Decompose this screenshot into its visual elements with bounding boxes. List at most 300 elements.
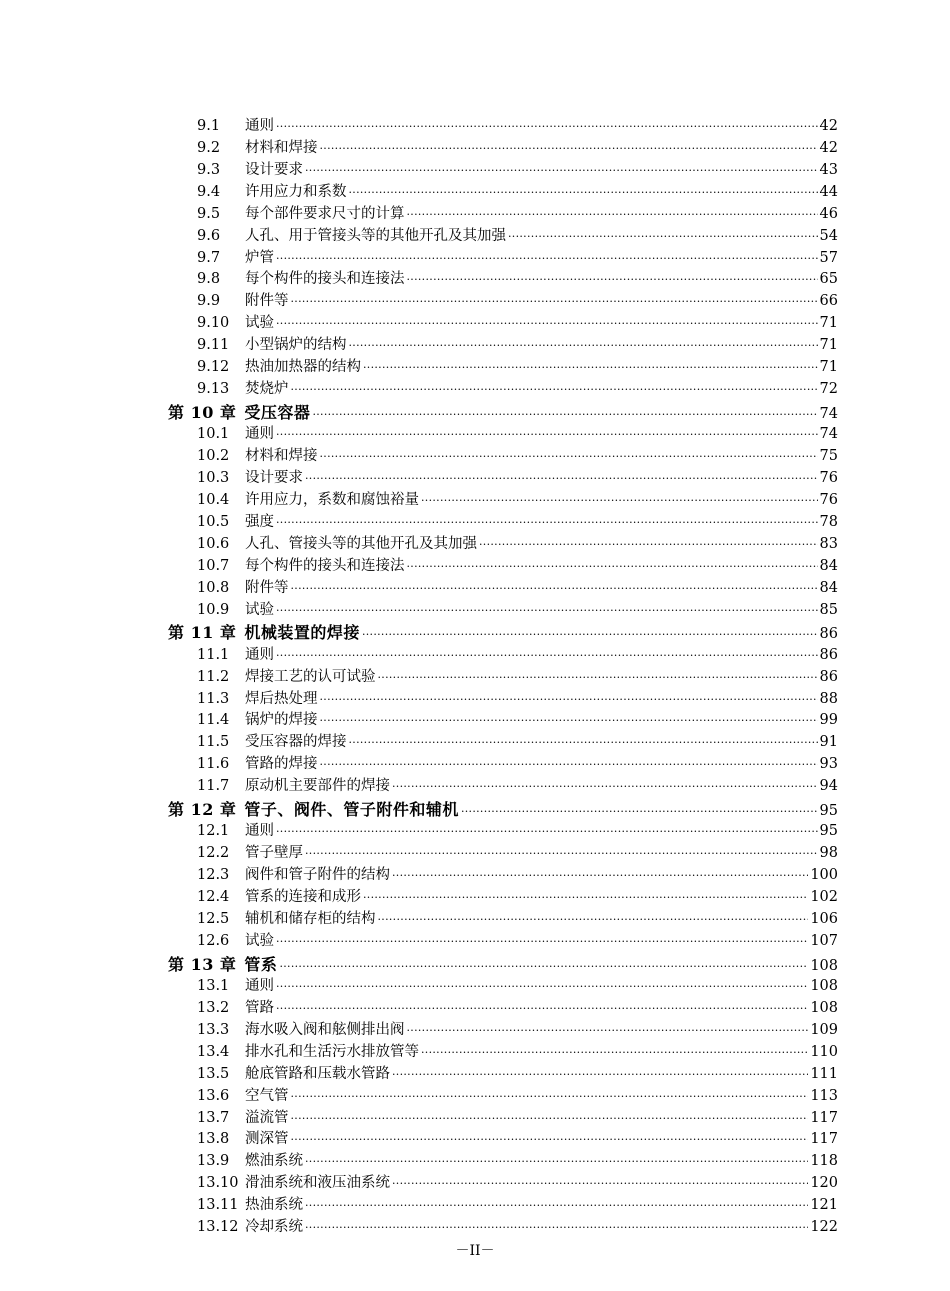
toc-entry-line — [245, 182, 838, 204]
toc-entry-line — [245, 1064, 838, 1086]
toc-entry-title: 冷却系统 — [245, 1219, 303, 1236]
toc-entry-line — [245, 116, 838, 138]
toc-section-number: 12.5 — [197, 910, 230, 927]
toc-dot-leader — [276, 821, 818, 843]
toc-entry-line — [168, 953, 838, 978]
toc-section-number: 9.6 — [197, 227, 221, 244]
toc-page-number: 86 — [819, 668, 838, 685]
toc-section-number: 13.12 — [197, 1219, 239, 1236]
toc-chapter-title: 机械装置的焊接 — [244, 623, 360, 643]
toc-section-number: 11.6 — [197, 756, 230, 773]
toc-section-entry[interactable] — [0, 534, 950, 556]
toc-chapter-entry[interactable] — [0, 401, 950, 424]
toc-section-entry[interactable] — [0, 710, 950, 732]
toc-entry-line — [245, 689, 838, 711]
toc-section-number: 10.6 — [197, 535, 230, 552]
toc-entry-title: 每个部件要求尺寸的计算 — [245, 205, 405, 222]
toc-section-entry[interactable] — [0, 204, 950, 226]
toc-dot-leader — [508, 226, 818, 248]
toc-entry-title: 通则 — [245, 823, 274, 840]
toc-entry-title: 试验 — [245, 601, 274, 618]
toc-dot-leader — [291, 1086, 809, 1108]
toc-page-number: 117 — [810, 1131, 838, 1148]
toc-entry-line — [245, 379, 838, 401]
toc-entry-title: 每个构件的接头和连接法 — [245, 557, 405, 574]
toc-section-number: 10.8 — [197, 579, 230, 596]
toc-dot-leader — [305, 468, 818, 490]
toc-section-entry[interactable] — [0, 313, 950, 335]
toc-dot-leader — [276, 998, 808, 1020]
toc-dot-leader — [392, 1173, 808, 1195]
toc-dot-leader — [363, 357, 818, 379]
toc-section-number: 10.7 — [197, 557, 230, 574]
toc-entry-title: 焚烧炉 — [245, 381, 289, 398]
toc-section-entry[interactable] — [0, 556, 950, 578]
toc-entry-title: 管路 — [245, 999, 274, 1016]
toc-entry-line — [245, 887, 838, 909]
toc-entry-title: 焊接工艺的认可试验 — [245, 668, 376, 685]
toc-dot-leader — [291, 578, 818, 600]
toc-dot-leader — [276, 600, 818, 622]
toc-page-number: 95 — [819, 803, 838, 820]
toc-section-entry[interactable] — [0, 667, 950, 689]
toc-section-number: 13.9 — [197, 1153, 230, 1170]
toc-page-number: 102 — [810, 889, 838, 906]
toc-entry-title: 通则 — [245, 978, 274, 995]
toc-page-number: 108 — [810, 957, 838, 974]
toc-section-entry[interactable] — [0, 776, 950, 798]
toc-section-number: 12.3 — [197, 867, 230, 884]
toc-page-number: 93 — [819, 756, 838, 773]
toc-entry-line — [245, 357, 838, 379]
toc-entry-title — [168, 621, 360, 644]
toc-entry-line — [245, 732, 838, 754]
toc-dot-leader — [312, 403, 817, 426]
toc-entry-title: 材料和焊接 — [245, 448, 318, 465]
toc-section-entry[interactable] — [0, 182, 950, 204]
toc-entry-title: 通则 — [245, 426, 274, 443]
toc-page-number: 75 — [819, 448, 838, 465]
toc-page-number: 74 — [819, 405, 838, 422]
toc-section-number: 9.1 — [197, 118, 221, 134]
toc-entry-line — [245, 710, 838, 732]
toc-page-number: 110 — [810, 1043, 838, 1060]
toc-dot-leader — [291, 291, 818, 313]
toc-entry-line — [245, 998, 838, 1020]
toc-section-number: 10.9 — [197, 601, 230, 618]
toc-dot-leader — [349, 182, 818, 204]
toc-chapter-label: 第 13 章 — [168, 954, 237, 974]
toc-section-entry[interactable] — [0, 468, 950, 490]
toc-entry-title: 燃油系统 — [245, 1153, 303, 1170]
toc-entry-title: 受压容器的焊接 — [245, 734, 347, 751]
toc-chapter-label: 第 12 章 — [168, 800, 237, 820]
toc-dot-leader — [349, 732, 818, 754]
toc-entry-line — [245, 335, 838, 357]
toc-section-entry[interactable] — [0, 116, 950, 138]
toc-section-number: 9.11 — [197, 337, 230, 354]
toc-entry-line — [245, 248, 838, 270]
toc-section-number: 13.5 — [197, 1065, 230, 1082]
toc-page-number: 98 — [819, 845, 838, 862]
toc-page-number: 94 — [819, 778, 838, 795]
toc-section-entry[interactable] — [0, 843, 950, 865]
toc-section-entry[interactable] — [0, 424, 950, 446]
toc-page-number: 118 — [810, 1153, 838, 1170]
toc-section-entry[interactable] — [0, 1173, 950, 1195]
toc-entry-line — [245, 645, 838, 667]
toc-section-number: 13.1 — [197, 978, 230, 995]
toc-entry-line — [245, 931, 838, 953]
toc-dot-leader — [291, 379, 818, 401]
toc-page-number: 54 — [819, 227, 838, 244]
toc-section-entry[interactable] — [0, 865, 950, 887]
toc-entry-title: 空气管 — [245, 1087, 289, 1104]
toc-entry-line — [245, 865, 838, 887]
toc-section-number: 13.11 — [197, 1197, 239, 1214]
toc-section-entry[interactable] — [0, 1020, 950, 1042]
toc-section-number: 11.3 — [197, 690, 230, 707]
toc-section-number: 13.10 — [197, 1175, 239, 1192]
toc-page-number: 91 — [819, 734, 838, 751]
toc-section-entry[interactable] — [0, 512, 950, 534]
toc-section-number: 12.6 — [197, 932, 230, 949]
toc-dot-leader — [421, 1042, 808, 1064]
toc-entry-line — [245, 269, 838, 291]
toc-section-entry[interactable] — [0, 998, 950, 1020]
toc-entry-line — [245, 578, 838, 600]
toc-entry-title: 辅机和储存柜的结构 — [245, 910, 376, 927]
toc-entry-line — [245, 313, 838, 335]
toc-page-number: 85 — [819, 601, 838, 618]
toc-dot-leader — [276, 931, 808, 953]
toc-entry-title: 锅炉的焊接 — [245, 712, 318, 729]
toc-entry-title: 试验 — [245, 315, 274, 332]
toc-entry-title: 热油加热器的结构 — [245, 359, 361, 376]
toc-page-number: 78 — [819, 513, 838, 530]
toc-entry-line — [245, 490, 838, 512]
toc-section-entry[interactable] — [0, 248, 950, 270]
toc-dot-leader — [349, 335, 818, 357]
toc-entry-line — [168, 401, 838, 426]
toc-section-number: 10.2 — [197, 448, 230, 465]
toc-dot-leader — [362, 623, 818, 646]
toc-entry-title: 海水吸入阀和舷侧排出阀 — [245, 1021, 405, 1038]
toc-page-number: 74 — [819, 426, 838, 443]
toc-section-number: 9.7 — [197, 249, 221, 266]
toc-section-entry[interactable] — [0, 689, 950, 711]
toc-page-number: 117 — [810, 1109, 838, 1126]
toc-section-entry[interactable] — [0, 1086, 950, 1108]
toc-entry-line — [245, 1129, 838, 1151]
toc-entry-line — [245, 821, 838, 843]
toc-dot-leader — [378, 909, 809, 931]
toc-section-number: 13.7 — [197, 1109, 230, 1126]
toc-page-number: 44 — [819, 183, 838, 200]
toc-section-number: 12.1 — [197, 823, 230, 840]
toc-section-number: 9.12 — [197, 359, 230, 376]
toc-page-number: 120 — [810, 1175, 838, 1192]
toc-entry-title — [168, 798, 459, 821]
toc-entry-title: 人孔、管接头等的其他开孔及其加强 — [245, 535, 477, 552]
toc-dot-leader — [276, 248, 818, 270]
toc-entry-title: 通则 — [245, 118, 274, 134]
toc-dot-leader — [305, 1151, 808, 1173]
toc-entry-line — [245, 226, 838, 248]
toc-page-number: 57 — [819, 249, 838, 266]
toc-page-number: 86 — [819, 646, 838, 663]
toc-entry-title: 设计要求 — [245, 161, 303, 178]
toc-page-number: 84 — [819, 557, 838, 574]
toc-dot-leader — [320, 754, 818, 776]
toc-entry-title: 管路的焊接 — [245, 756, 318, 773]
toc-entry-title: 炉管 — [245, 249, 274, 266]
toc-entry-line — [245, 534, 838, 556]
toc-section-number: 11.7 — [197, 778, 230, 795]
toc-entry-title: 设计要求 — [245, 470, 303, 487]
toc-entry-title: 管系的连接和成形 — [245, 889, 361, 906]
toc-page-number: 84 — [819, 579, 838, 596]
toc-entry-line — [245, 446, 838, 468]
toc-page-number: 100 — [810, 867, 838, 884]
toc-entry-line — [245, 1108, 838, 1130]
toc-entry-line — [245, 1086, 838, 1108]
toc-section-number: 9.2 — [197, 139, 221, 156]
toc-section-entry[interactable] — [0, 931, 950, 953]
toc-dot-leader — [378, 667, 818, 689]
toc-section-number: 9.8 — [197, 271, 221, 288]
toc-entry-title: 强度 — [245, 513, 274, 530]
toc-section-entry[interactable] — [0, 976, 950, 998]
toc-page-number: 71 — [819, 337, 838, 354]
toc-entry-line — [168, 621, 838, 646]
toc-section-number: 13.6 — [197, 1087, 230, 1104]
toc-entry-title: 每个构件的接头和连接法 — [245, 271, 405, 288]
toc-section-entry[interactable] — [0, 335, 950, 357]
toc-page-number: 42 — [819, 139, 838, 156]
toc-section-number: 11.1 — [197, 646, 230, 663]
toc-section-entry[interactable] — [0, 160, 950, 182]
toc-section-entry[interactable] — [0, 1042, 950, 1064]
toc-entry-line — [245, 776, 838, 798]
toc-dot-leader — [320, 138, 818, 160]
toc-chapter-entry[interactable] — [0, 798, 950, 821]
toc-section-number: 10.5 — [197, 513, 230, 530]
toc-entry-line — [245, 512, 838, 534]
toc-dot-leader — [407, 556, 818, 578]
toc-section-number: 11.4 — [197, 712, 230, 729]
toc-page-number: 99 — [819, 712, 838, 729]
toc-entry-title: 管子壁厚 — [245, 845, 303, 862]
toc-page-number: 109 — [810, 1021, 838, 1038]
toc-entry-title: 焊后热处理 — [245, 690, 318, 707]
toc-page-number: 46 — [819, 205, 838, 222]
toc-entry-line — [245, 1151, 838, 1173]
toc-section-number: 13.2 — [197, 999, 230, 1016]
toc-entry-title — [168, 401, 310, 424]
toc-dot-leader — [276, 313, 818, 335]
toc-entry-line — [245, 138, 838, 160]
toc-entry-title: 附件等 — [245, 579, 289, 596]
toc-section-number: 11.2 — [197, 668, 230, 685]
toc-dot-leader — [276, 424, 818, 446]
toc-dot-leader — [392, 1064, 808, 1086]
toc-entry-title: 许用应力和系数 — [245, 183, 347, 200]
toc-entry-title: 小型锅炉的结构 — [245, 337, 347, 354]
toc-section-entry[interactable] — [0, 909, 950, 931]
toc-section-entry[interactable] — [0, 446, 950, 468]
toc-dot-leader — [291, 1129, 809, 1151]
toc-chapter-entry[interactable] — [0, 953, 950, 976]
toc-page-number: 113 — [810, 1087, 838, 1104]
toc-entry-line — [245, 1173, 838, 1195]
toc-dot-leader — [320, 689, 818, 711]
toc-entry-line — [245, 468, 838, 490]
toc-page-number: 66 — [819, 293, 838, 310]
toc-entry-title: 原动机主要部件的焊接 — [245, 778, 390, 795]
toc-dot-leader — [392, 865, 808, 887]
toc-section-number: 9.13 — [197, 381, 230, 398]
toc-entry-title: 试验 — [245, 932, 274, 949]
toc-entry-line — [245, 556, 838, 578]
toc-section-entry[interactable] — [0, 578, 950, 600]
toc-entry-line — [245, 976, 838, 998]
toc-entry-line — [245, 600, 838, 622]
toc-page-number: 121 — [810, 1197, 838, 1214]
toc-section-entry[interactable] — [0, 1195, 950, 1217]
toc-page-number: 71 — [819, 315, 838, 332]
toc-section-entry[interactable] — [0, 291, 950, 313]
toc-entry-line — [245, 1042, 838, 1064]
toc-dot-leader — [320, 446, 818, 468]
toc-section-entry[interactable] — [0, 1108, 950, 1130]
toc-page-number: 108 — [810, 999, 838, 1016]
toc-section-number: 9.3 — [197, 161, 221, 178]
toc-section-entry[interactable] — [0, 887, 950, 909]
toc-chapter-entry[interactable] — [0, 621, 950, 644]
toc-page-number: 86 — [819, 626, 838, 643]
toc-entry-line — [245, 160, 838, 182]
toc-section-entry[interactable] — [0, 600, 950, 622]
toc-chapter-title: 管系 — [244, 954, 278, 974]
toc-section-entry[interactable] — [0, 1151, 950, 1173]
toc-dot-leader — [407, 1020, 809, 1042]
toc-section-number: 10.3 — [197, 470, 230, 487]
toc-dot-leader — [407, 269, 818, 291]
toc-entry-title: 人孔、用于管接头等的其他开孔及其加强 — [245, 227, 506, 244]
toc-dot-leader — [305, 843, 818, 865]
toc-dot-leader — [407, 204, 818, 226]
toc-section-entry[interactable] — [0, 490, 950, 512]
toc-page-number: 71 — [819, 359, 838, 376]
toc-section-entry[interactable] — [0, 226, 950, 248]
toc-entry-line — [245, 204, 838, 226]
toc-dot-leader — [461, 800, 818, 823]
page-number-footer: －II－ — [455, 1243, 495, 1259]
toc-page-number: 76 — [819, 491, 838, 508]
toc-section-entry[interactable] — [0, 732, 950, 754]
toc-section-entry[interactable] — [0, 138, 950, 160]
toc-entry-line — [245, 754, 838, 776]
toc-dot-leader — [305, 1195, 808, 1217]
toc-page-number: 83 — [819, 535, 838, 552]
toc-section-number: 11.5 — [197, 734, 230, 751]
toc-entry-line — [245, 1217, 838, 1239]
toc-entry-title: 热油系统 — [245, 1197, 303, 1214]
toc-section-entry[interactable] — [0, 269, 950, 291]
toc-section-entry[interactable] — [0, 1217, 950, 1239]
toc-chapter-label: 第 11 章 — [168, 623, 237, 643]
toc-entry-title: 舱底管路和压载水管路 — [245, 1065, 390, 1082]
toc-entry-line — [245, 424, 838, 446]
toc-entry-title: 排水孔和生活污水排放管等 — [245, 1043, 419, 1060]
toc-section-entry[interactable] — [0, 821, 950, 843]
toc-entry-line — [245, 291, 838, 313]
toc-page-number: 108 — [810, 978, 838, 995]
toc-section-entry[interactable] — [0, 357, 950, 379]
toc-entry-title: 附件等 — [245, 293, 289, 310]
toc-entry-title: 材料和焊接 — [245, 139, 318, 156]
toc-section-entry[interactable] — [0, 645, 950, 667]
toc-entry-line — [245, 667, 838, 689]
toc-dot-leader — [320, 710, 818, 732]
toc-section-number: 12.2 — [197, 845, 230, 862]
toc-dot-leader — [421, 490, 818, 512]
toc-page-number: 76 — [819, 470, 838, 487]
toc-entry-title: 阀件和管子附件的结构 — [245, 867, 390, 884]
toc-entry-title: 通则 — [245, 646, 274, 663]
toc-dot-leader — [305, 160, 818, 182]
toc-entry-title: 溢流管 — [245, 1109, 289, 1126]
toc-dot-leader — [276, 976, 808, 998]
toc-section-number: 13.3 — [197, 1021, 230, 1038]
toc-chapter-title: 受压容器 — [244, 402, 311, 422]
toc-chapter-title: 管子、阀件、管子附件和辅机 — [244, 800, 459, 820]
toc-section-entry[interactable] — [0, 379, 950, 401]
toc-section-number: 10.4 — [197, 491, 230, 508]
table-of-contents — [0, 116, 950, 1239]
toc-dot-leader — [363, 887, 808, 909]
toc-page-number: 95 — [819, 823, 838, 840]
toc-dot-leader — [279, 955, 808, 978]
toc-page-number: 107 — [810, 932, 838, 949]
toc-entry-title: 滑油系统和液压油系统 — [245, 1175, 390, 1192]
toc-page-number: 43 — [819, 161, 838, 178]
toc-section-entry[interactable] — [0, 754, 950, 776]
toc-page-number: 111 — [810, 1065, 838, 1082]
toc-dot-leader — [276, 645, 818, 667]
toc-entry-title — [168, 953, 277, 976]
toc-page-number: 42 — [819, 118, 838, 134]
toc-entry-line — [245, 843, 838, 865]
toc-dot-leader — [276, 512, 818, 534]
toc-section-number: 9.9 — [197, 293, 221, 310]
toc-dot-leader — [392, 776, 818, 798]
toc-section-entry[interactable] — [0, 1064, 950, 1086]
toc-section-number: 13.8 — [197, 1131, 230, 1148]
toc-section-number: 13.4 — [197, 1043, 230, 1060]
toc-page-number: 72 — [819, 381, 838, 398]
toc-page-number: 88 — [819, 690, 838, 707]
toc-section-number: 9.4 — [197, 183, 221, 200]
toc-entry-title: 许用应力，系数和腐蚀裕量 — [245, 491, 419, 508]
toc-section-entry[interactable] — [0, 1129, 950, 1151]
toc-entry-line — [245, 1195, 838, 1217]
toc-entry-title: 测深管 — [245, 1131, 289, 1148]
toc-dot-leader — [305, 1217, 808, 1239]
toc-entry-line — [168, 798, 838, 823]
toc-section-number: 12.4 — [197, 889, 230, 906]
